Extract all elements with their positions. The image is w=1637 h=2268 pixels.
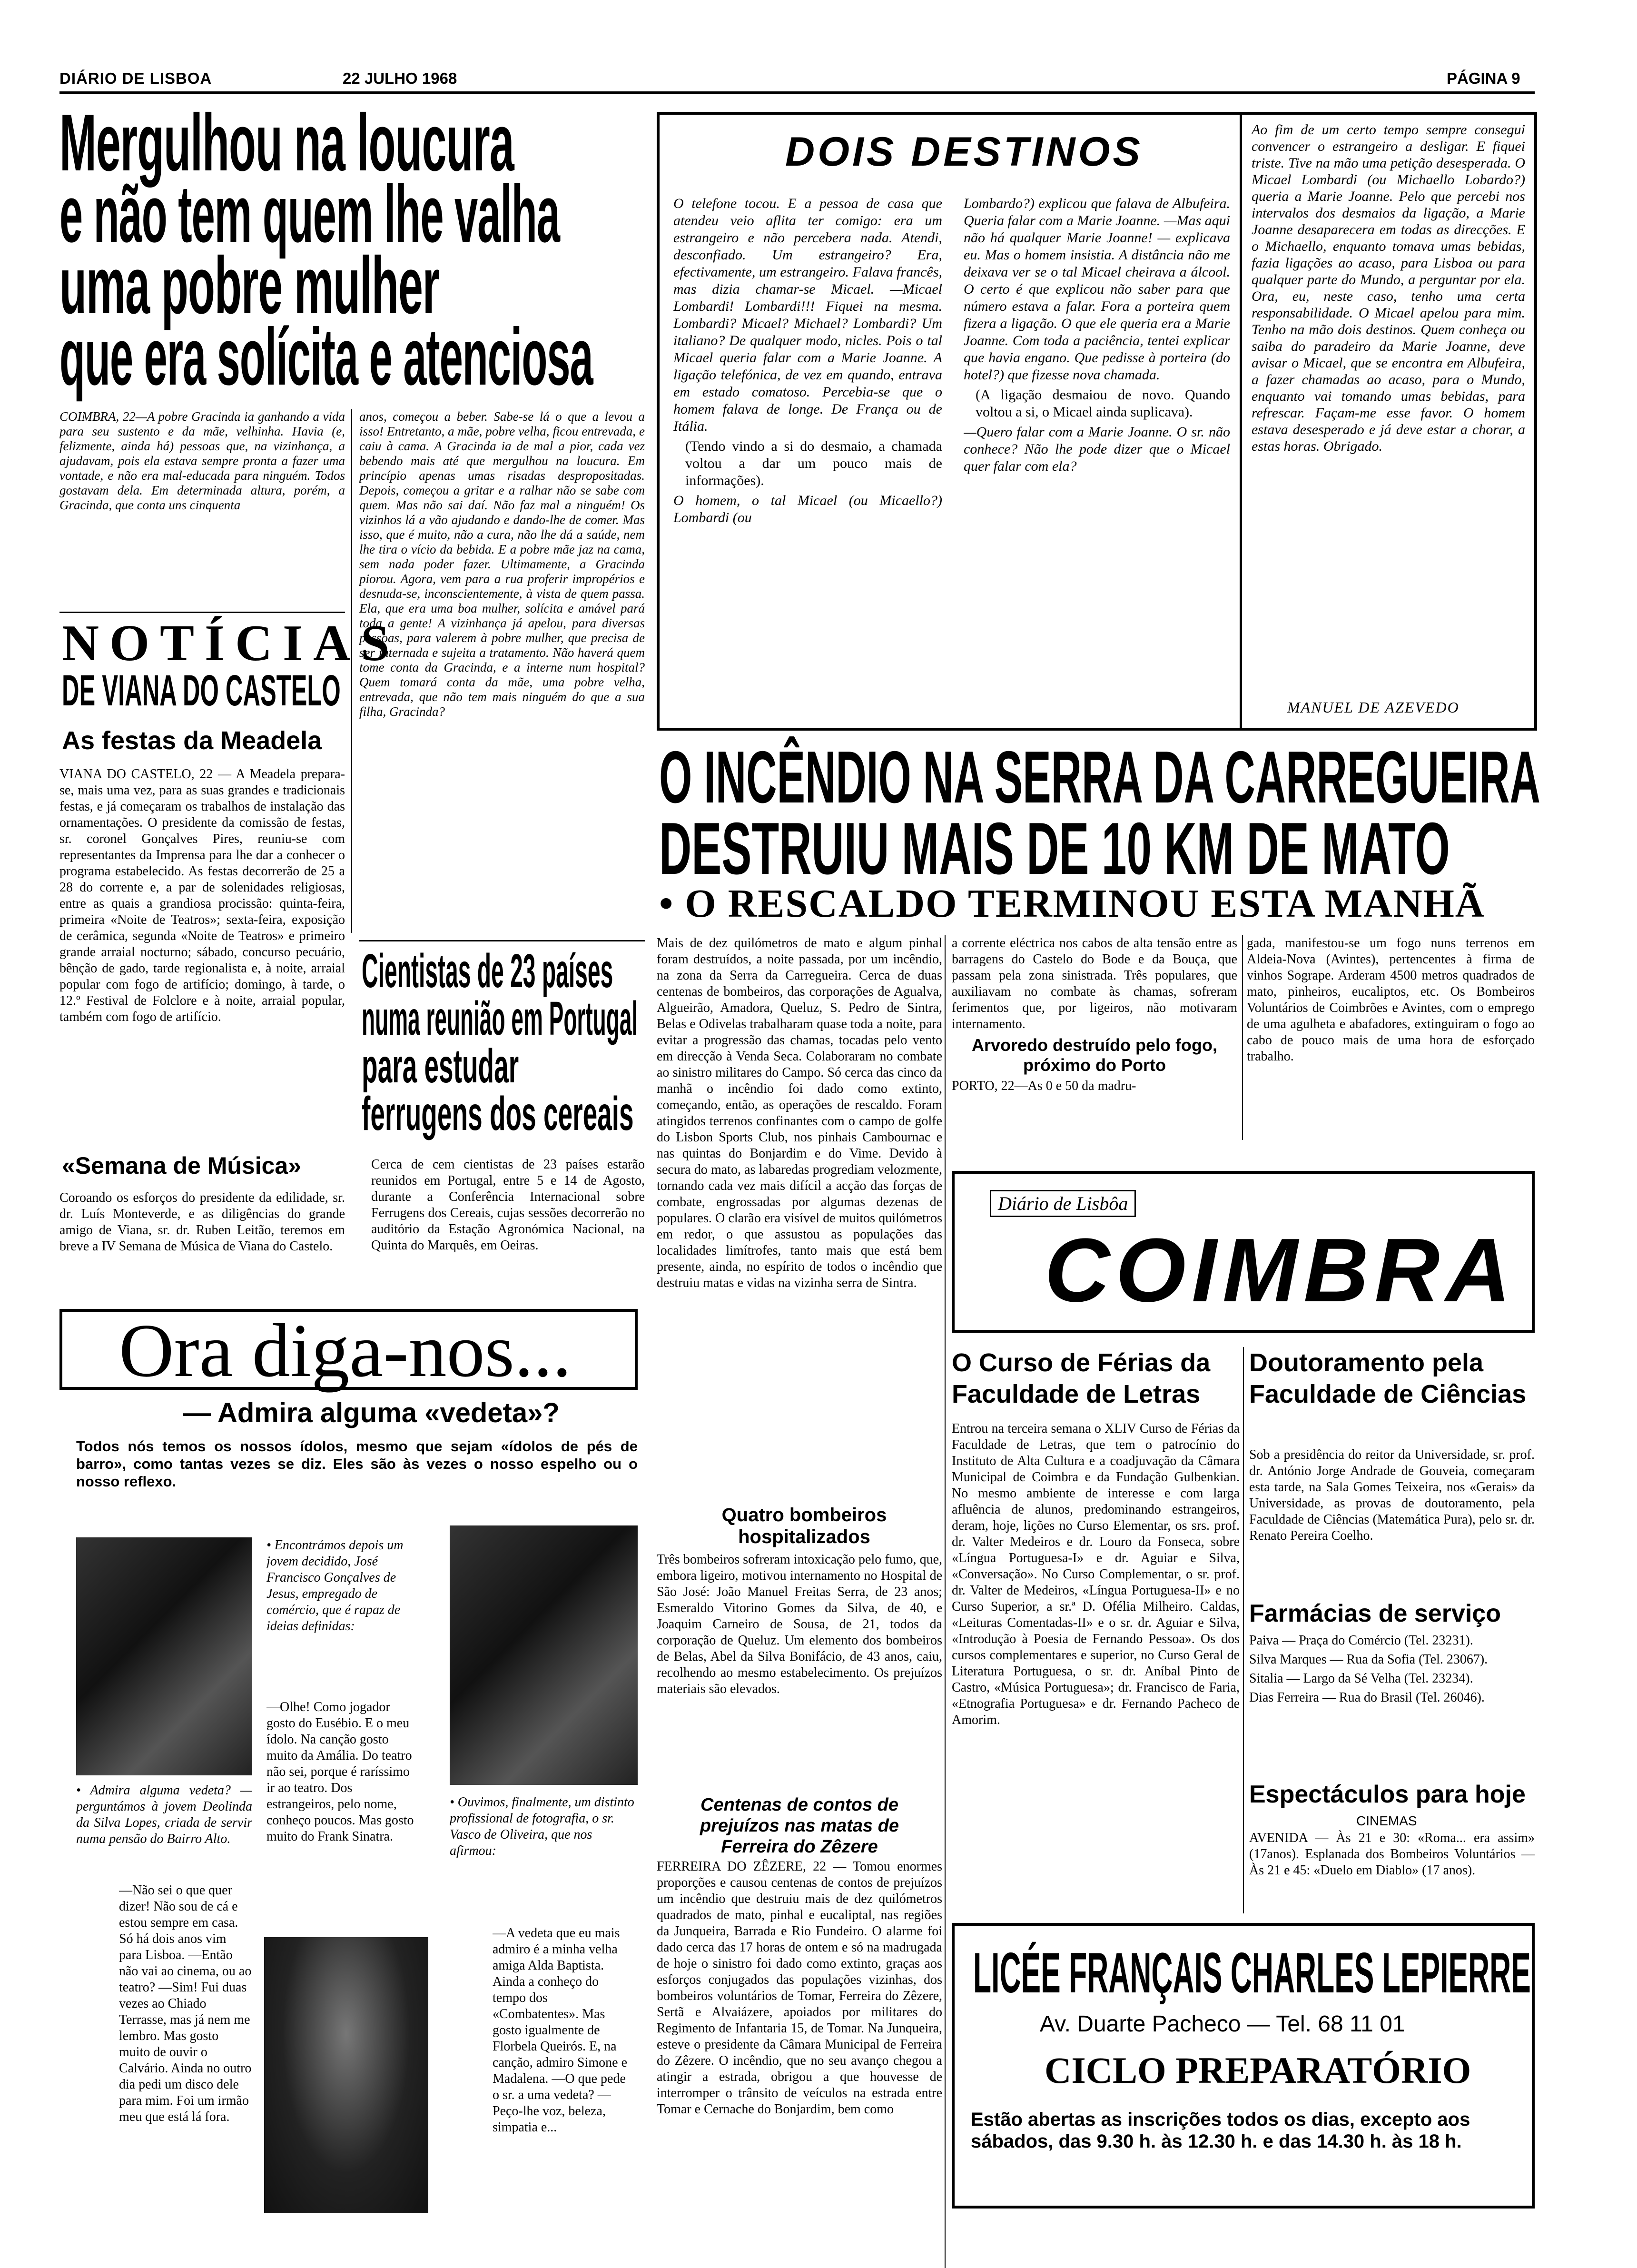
farm-4: Dias Ferreira — Rua do Brasil (Tel. 26046). [1249,1690,1485,1705]
ora-caption3: • Ouvimos, finalmente, um distinto profissional de fotografia, o sr. Vasco de Oliveira, que nos afirmou: [450,1795,634,1858]
loucura-headline-line2: e não tem quem lhe valha [59,169,560,259]
cientistas-line4: ferrugens dos cereais [362,1087,634,1140]
photo-vasco [450,1525,638,1785]
farm-3: Sitalia — Largo da Sé Velha (Tel. 23234). [1249,1671,1473,1686]
dois-destinos-vdivider [1240,112,1242,731]
licee-info: Estão abertas as inscrições todos os dias, excepto aos sábados, das 9.30 h. às 12.30 h. e das 14.30 h. às 18 h. [971,2109,1470,2152]
incendio-col-divider1 [945,935,946,2268]
coimbra-farmacias [1249,1633,1535,1775]
dois-col2-p1: Lombardo?) explicou que falava de Albufeira. Queria falar com a Marie Joanne. —Mas aqui não há qualquer Marie Joanne! — explicava eu. Mas o homem insistia. A distância não me deixava ver se o tal Micael cheirava a álcool. O certo é que explicou não saber para que número estava a falar. Fora a porteira quem fizera a ligação. O que ele queria era a Marie Joanne. Com toda a paciência, tentei explicar que havia engano. Que pedisse à porteira (do hotel?) que fizesse nova chamada. [964,196,1230,383]
dois-destinos-col1 [673,195,942,723]
bombeiros-sub1: Quatro bombeiros hospitalizados [721,1505,887,1547]
farm-2: Silva Marques — Rua da Sofia (Tel. 23067). [1249,1652,1488,1667]
loucura-headline-line4: que era solícita e atenciosa [59,312,593,402]
incendio-col2-sub: Arvoredo destruído pelo fogo, próximo do Porto [971,1035,1217,1075]
ora-caption2: • Encontrámos depois um jovem decidido, José Francisco Gonçalves de Jesus, empregado de comércio, que é rapaz de ideias definidas: [266,1538,404,1634]
loucura-headline-line1: Mergulhou na loucura [59,98,514,188]
incendio-line2: DESTRUIU MAIS DE 10 KM DE MATO [659,807,1450,890]
viana-text1: VIANA DO CASTELO, 22 — A Meadela prepara-se, mais uma vez, para as suas grandes e tradicionais festas, e já começaram os trabalhos de instalação das ornamentações. O presidente da comissão de festas, sr. coronel Gonçalves Pires, reuniu-se com representantes da Imprensa para lhe dar a conhecer o programa estabelecido. As festas decorrerão de 25 a 28 do corrente e, a par de solenidades religiosas, entre as quais a grandiosa procissão: quinta-feira, primeira «Noite de Teatros»; sexta-feira, exposição de cerâmica, segunda «Noite de Teatros» e primeiro grande arraial nocturno; sábado, concurso pecuário, bênção de gado, tarde regionalista e, à noite, arraial popular com fogo de artifício; domingo, à tarde, o 12.º Festival de Folclore e à noite, arraial popular, também com fogo de artifício. [59,767,345,1024]
bombeiros-text2: FERREIRA DO ZÊZERE, 22 — Tomou enormes proporções e causou centenas de contos de prejuízos um incêndio que destruiu mais de dez quilómetros quadrados de mato, pinhal e eucaliptal, nas regiões da Junqueira, Barrada e Rio Fundeiro. O alarme foi dado cerca das 17 horas de ontem e só na madrugada de hoje o sinistro foi dado como extinto, graças aos esforços conjugados das populações vizinhas, dos bombeiros voluntários de Tomar, Ferreira do Zêzere, Sertã e Alvaiázere, apoiados por militares do Regimento de Infantaria 15, de Tomar. Na Junqueira, esteve o presidente da Câmara Municipal de Ferreira do Zêzere. O incêndio, que no seu avanço chegou a atingir a estrada, obrigou a que houvesse de interromper o trânsito de veículos na estrada entre Tomar e Cernache do Bonjardim, bem como [657,1859,942,2117]
masthead-rule [59,91,1535,94]
incendio-subhead: • O RESCALDO TERMINOU ESTA MANHÃ [659,881,1485,926]
masthead-paper: DIÁRIO DE LISBOA [59,69,212,87]
coimbra-title: COIMBRA [1045,1220,1517,1321]
coimbra-text1: Entrou na terceira semana o XLIV Curso de Férias da Faculdade de Letras, que tem o patrocínio do Instituto de Alta Cultura e a coadjuvação da Câmara Municipal de Coimbra e da Fundação Gulbenkian. No mesmo ambiente de interesse e com larga afluência de alunos, predominando estrangeiros, deram, hoje, lições no Curso Elementar, os srs. prof. dr. Valter Medeiros e dr. Louro da Fonseca, sobre «Língua Portuguesa-I» e dr. Aguiar e Silva, «Conversação». No Curso Complementar, o sr. prof. dr. Valter de Medeiros, «Língua Portuguesa-II» e no Curso Superior, a sr.ª D. Ofélia Milheiro. Caldas, «Leituras Comentadas-II» e o sr. dr. Aguiar e Silva, «Introdução à Poesia de Fernando Pessoa». Os dos cursos complementares e superior, no Curso Geral de Literatura Portuguesa, o sr. dr. Aníbal Pinto de Castro, «Música Portuguesa»; dr. Francisco de Faria, «Etnografia Portuguesa» e dr. Fernando Pacheco de Amorim. [952,1421,1240,1727]
bombeiros-sub2: Centenas de contos de prejuízos nas matas de Ferreira do Zêzere [700,1795,899,1857]
viana-top-rule [59,612,345,613]
loucura-headline-line3: uma pobre mulher [59,240,440,331]
loucura-headline [59,98,645,402]
incendio-col3: gada, manifestou-se um fogo nuns terrenos em Aldeia-Nova (Avintes), pertencentes à firma de vinhos Sogrape. Arderam 4500 metros quadrados de mato, pinheiros, eucaliptos, etc. Os Bombeiros Voluntários de Coimbrões e Avintes, com o emprego de uma agulheta e abafadores, extinguiram o fogo ao cabo de pouco mais de uma hora de esforçado trabalho. [1247,936,1535,1064]
coimbra-badge: Diário de Lisbôa [990,1190,1136,1217]
dois-col1-p1: O telefone tocou. E a pessoa de casa que atendeu veio aflita ter comigo: era um estrangeiro e não percebera nada. Atendi, desconfiado. Um estrangeiro? Era, efectivamente, um estrangeiro. Falava francês, mas dizia chamar-se Micael. —Micael Lombardi! Lombardi!!! Fiquei na mesma. Lombardi? Micael? Michael? Lombardi? Um italiano? De qualquer modo, nicles. Pois o tal Micael queria falar com a Marie Joanne. A ligação telefónica, de vez em quando, entrava em estado comatoso. Percebia-se que o homem falava de longe. De França ou de Itália. [673,196,942,434]
viana-text2: Coroando os esforços do presidente da edilidade, sr. dr. Luís Monteverde, e as diligências do grande amigo de Viana, sr. dr. Ruben Leitão, teremos em breve a IV Semana de Música de Viana do Castelo. [59,1190,345,1254]
coimbra-text2: Sob a presidência do reitor da Universidade, sr. prof. dr. António Jorge Andrade de Gouveia, começaram esta tarde, na Sala Gomes Teixeira, nos «Gerais» da Universidade, as provas de doutoramento, pela Faculdade de Ciências (Matemática Pura), pelo sr. dr. Renato Pereira Coelho. [1249,1447,1535,1543]
incendio-col2-p1: a corrente eléctrica nos cabos de alta tensão entre as barragens do Castelo do Bode e da Bouça, que passam pela zona sinistrada. Três populares, que auxiliavam no combate às chamas, sofreram ferimentos que, por ligeiros, não motivaram internamento. [952,936,1237,1031]
masthead-page: PÁGINA 9 [1447,69,1520,87]
dois-col1-p3: O homem, o tal Micael (ou Micaello?) Lombardi (ou [673,493,942,525]
cientistas-headline [362,944,647,1140]
dois-destinos-title: DOIS DESTINOS [785,129,1143,175]
incendio-col2 [952,935,1237,1135]
licee-title: LICÉE FRANÇAIS CHARLES LEPIERRE [973,1941,1531,2005]
dois-destinos-col3: Ao fim de um certo tempo sempre consegui convencer o estrangeiro a desligar. E fiquei triste. Tive na mão uma petição desesperada. O Micael Lombardi (ou Michaello Lobardo?) queria a Marie Joanne. Pelo que percebi nos intervalos dos desmaios da ligação, a Marie Joanne desaparecera em todas as direcções. E o Michaello, enquanto tomava umas bebidas, fazia ligações ao acaso, para Lisboa ou para qualquer parte do Mundo, a perguntar por ela. Ora, eu, neste caso, tenho uma certa responsabilidade. O Micael apelou para mim. Tenho na mão dois destinos. Quem conheça ou saiba do paradeiro da Marie Joanne, deve avisar o Micael, que se encontra em Albufeira, a fazer chamadas ao acaso, para o Mundo, enquanto vai tomando umas bebidas, para refrescar. Façam-me esse favor. O homem estava desesperado e já deve estar a chorar, a estas horas. Obrigado. [1252,122,1525,454]
bombeiros-text1: Três bombeiros sofreram intoxicação pelo fumo, que, embora ligeiro, motivou internamento no Hospital de São José: João Manuel Freitas Serra, de 23 anos; Esmeraldo Vitorino Gomes da Silva, de 40, e Joaquim Carneiro de Sousa, de 21, todos da corporação de Queluz. Um elemento dos bombeiros de Belas, Abel da Silva Bonifácio, de 43 anos, caiu, recolhendo ao mesmo estabelecimento. Os prejuízos materiais são elevados. [657,1552,942,1696]
ora-diga-subtitle: — Admira alguma «vedeta»? [183,1397,560,1428]
cientistas-top-rule [359,940,645,941]
licee-ciclo: CICLO PREPARATÓRIO [1045,2050,1471,2091]
incendio-col1: Mais de dez quilómetros de mato e algum pinhal foram destruídos, a noite passada, por um incêndio, na zona da Serra da Carregueira. Cerca de duas centenas de bombeiros, das corporações de Agualva, Algueirão, Amadora, Queluz, S. Pedro de Sintra, Belas e Odivelas trabalharam quase toda a noite, para evitar a progressão das chamas, tocadas pelo vento em direcção à Venda Seca. Colaboraram no combate ao sinistro militares do Campo. Só cerca das cinco da manhã o incêndio foi dado como extinto, começando, então, as operações de rescaldo. Foram atingidos terrenos confinantes com o campo de golfe do Lisbon Sports Club, nos pinhais Cambournac e nas quintas do Bonjardim e do Vime. Devido à secura do mato, as labaredas progrediam velozmente, tornando cada vez mais difícil a acção das forças de combate, engrossadas por algumas dezenas de populares. O clarão era visível de muitos quilómetros em redor, o que assustou as populações das localidades limítrofes, tanto mais que está bem presente, ainda, no espírito de todos o incêndio que destruiu matas e vidas na vizinha serra de Sintra. [657,936,942,1290]
coimbra-espectaculos: AVENIDA — Às 21 e 30: «Roma... era assim» (17anos). Esplanada dos Bombeiros Voluntários — Às 21 e 45: «Duelo em Diablo» (17 anos). [1249,1831,1535,1878]
coimbra-sub-curso: O Curso de Férias da Faculdade de Letras [952,1348,1211,1408]
incendio-col-divider2 [1242,935,1243,1140]
viana-title: NOTÍCIAS [62,615,400,672]
dois-destinos-author: MANUEL DE AZEVEDO [1287,699,1459,716]
ora-caption1: • Admira alguma vedeta? — perguntámos à jovem Deolinda da Silva Lopes, criada de servir numa pensão do Bairro Alto. [76,1783,252,1846]
cientistas-line3: para estudar [362,1040,519,1093]
cientistas-line2: numa reunião em Portugal [362,992,638,1045]
dois-destinos-col2 [964,195,1230,723]
coimbra-sub-farmacias: Farmácias de serviço [1249,1600,1501,1627]
viana-subtitle: DE VIANA DO CASTELO [62,666,341,715]
cientistas-text: Cerca de cem cientistas de 23 países estarão reunidos em Portugal, entre 5 e 14 de Agosto, durante a Conferência Internacional sobre Ferrugens dos Cereais, cujas sessões decorrerão no auditório da Estação Agronómica Nacional, na Quinta do Marquês, em Oeiras. [371,1157,645,1253]
incendio-line1: O INCÊNDIO NA SERRA DA CARREGUEIRA [659,736,1540,818]
masthead-date: 22 JULHO 1968 [343,69,457,87]
incendio-headline [659,736,1540,890]
coimbra-sub-doutoramento: Doutoramento pela Faculdade de Ciências [1249,1348,1527,1408]
dois-col2-p2: (A ligação desmaiou de novo. Quando voltou a si, o Micael ainda suplicava). [976,387,1230,420]
coimbra-sub-espectaculos: Espectáculos para hoje [1249,1781,1526,1808]
loucura-col1: COIMBRA, 22—A pobre Gracinda ia ganhando a vida para seu sustento e da mãe, velhinha. Havia (e, felizmente, ainda há) pessoas que, na vizinhança, a ajudavam, pois ela estava sempre pronta a fazer uma vontade, e não era mal-educada para ninguém. Todos gostavam dela. Em determinada altura, porém, a Gracinda, que conta uns cinquenta [59,409,345,512]
farm-1: Paiva — Praça do Comércio (Tel. 23231). [1249,1633,1473,1648]
coimbra-col-divider [1243,1347,1244,1913]
cientistas-line1: Cientistas de 23 países [362,944,613,998]
ora-text1: —Não sei o que quer dizer! Não sou de cá e estou sempre em casa. Só há dois anos vim para Lisboa. —Então não vai ao cinema, ou ao teatro? —Sim! Fui duas vezes ao Chiado Terrasse, mas já nem me lembro. Mas gosto muito de ouvir o Calvário. Ainda no outro dia pedi um disco dele para mim. Foi um irmão meu que está lá fora. [119,1883,252,2124]
incendio-col2-p2: PORTO, 22—As 0 e 50 da madru- [952,1079,1136,1093]
dois-col2-p3: —Quero falar com a Marie Joanne. O sr. não conhece? Não lhe pode dizer que o Micael quer falar com ela? [964,424,1230,474]
photo-deolinda [76,1537,252,1775]
dois-col1-p2: (Tendo vindo a si do desmaio, a chamada voltou a dar um pouco mais de informações). [685,438,942,488]
ora-text3: —A vedeta que eu mais admiro é a minha velha amiga Alda Baptista. Ainda a conheço do tempo dos «Combatentes». Mas gosto igualmente de Florbela Queirós. E, na canção, admiro Simone e Madalena. —O que pede o sr. a uma vedeta? —Peço-lhe voz, beleza, simpatia e... [493,1926,628,2135]
viana-sub-semana: «Semana de Música» [62,1152,302,1179]
ora-text2: —Olhe! Como jogador gosto do Eusébio. E o meu ídolo. Na canção gosto muito da Amália. Do teatro não sei, porque é raríssimo ir ao teatro. Dos estrangeiros, pelo nome, conheço poucos. Mas gosto muito do Frank Sinatra. [266,1700,414,1844]
viana-sub-festas: As festas da Meadela [62,726,322,755]
coimbra-cinemas: CINEMAS [1356,1813,1417,1828]
ora-diga-title: Ora diga-nos... [119,1308,572,1393]
loucura-col2: anos, começou a beber. Sabe-se lá o que a levou a isso! Entretanto, a mãe, pobre velha, ficou entrevada, e caiu à cama. A Gracinda ia de mal a pior, cada vez bebendo mais até que mergulhou na loucura. Em princípio apenas umas risadas despropositadas. Depois, começou a gritar e a ralhar não se sabe com quem. Mas não sai daí. Não faz mal a ninguém! Os vizinhos lá a vão ajudando e dando-lhe de comer. Mas isso, que é muito, não a cura, não lhe dá a saúde, nem lhe tira o vício da bebida. E a pobre mãe jaz na cama, sem nada poder fazer. Ultimamente, a Gracinda piorou. Agora, vem para a rua proferir impropérios e desnuda-se, inconscientemente, à vista de quem passa. Ela, que era uma boa mulher, solícita e amável pará toda a gente! A vizinhança já apelou, para diversas pessoas, para valerem à pobre mulher, que precisa de ser internada e sujeita a tratamento. Não haverá quem tome conta da Gracinda, e a interne num hospital? Quem tomará conta da mãe, uma pobre velha, entrevada, que não tem mais ninguém do que a sua filha, Gracinda? [359,409,645,719]
licee-address: Av. Duarte Pacheco — Tel. 68 11 01 [1040,2011,1405,2037]
photo-jose [264,1937,428,2213]
ora-diga-intro: Todos nós temos os nossos ídolos, mesmo que sejam «ídolos de pés de barro», como tantas vezes se diz. Eles são às vezes o nosso espelho ou o nosso reflexo. [76,1438,638,1490]
